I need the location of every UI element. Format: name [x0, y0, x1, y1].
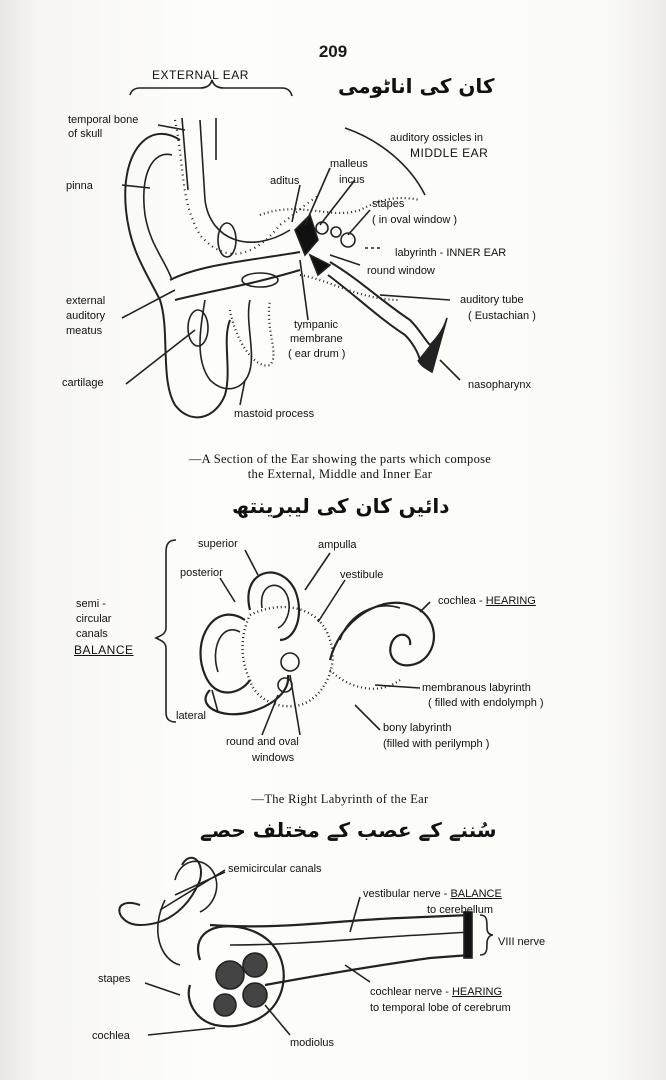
label-membranous-1: membranous labyrinth	[422, 682, 531, 694]
label-round-window: round window	[367, 265, 435, 277]
ear-anatomy-urdu-heading: کان کی اناٹومی	[338, 74, 495, 98]
label-tympanic-1: tympanic	[294, 319, 339, 331]
label-stapes-2: ( in oval window )	[372, 214, 457, 226]
figure2-caption: —The Right Labyrinth of the Ear	[251, 792, 429, 806]
label-aditus: aditus	[270, 175, 300, 187]
label-viii-nerve: VIII nerve	[498, 936, 546, 948]
label-malleus: malleus	[330, 158, 368, 170]
label-semi-3: canals	[76, 628, 108, 640]
label-auditory-tube-2: ( Eustachian )	[468, 310, 536, 322]
label-lateral: lateral	[176, 710, 206, 722]
label-vestibular-nerve	[363, 887, 502, 902]
nerve-urdu-heading: سُننے کے عصب کے مختلف حصے	[200, 818, 497, 842]
label-cochlea-nerve: cochlea	[92, 1030, 130, 1042]
label-posterior: posterior	[180, 567, 223, 579]
label-mastoid: mastoid process	[234, 408, 315, 420]
label-external-auditory-1: external	[66, 295, 106, 307]
label-temporal-bone-2: of skull	[68, 128, 103, 140]
label-external-ear: EXTERNAL EAR	[152, 68, 249, 82]
label-stapes-1: stapes	[372, 198, 405, 210]
label-vestibule: vestibule	[340, 569, 384, 581]
label-membranous-2: ( filled with endolymph )	[428, 697, 544, 709]
label-auditory-ossicles-2: MIDDLE EAR	[410, 146, 489, 160]
label-cochlear-hearing: HEARING	[451, 986, 503, 998]
label-stapes-nerve: stapes	[98, 973, 131, 985]
label-superior: superior	[198, 538, 238, 550]
label-semi-balance: BALANCE	[74, 643, 134, 657]
figure1-caption-line2: the External, Middle and Inner Ear	[247, 467, 433, 481]
label-bony-1: bony labyrinth	[383, 722, 452, 734]
label-ampulla: ampulla	[318, 539, 357, 551]
label-temporal-bone-1: temporal bone	[68, 114, 139, 126]
label-incus: incus	[339, 174, 365, 186]
label-semicircular-canals: semicircular canals	[228, 863, 322, 875]
label-auditory-ossicles-1: auditory ossicles in	[390, 132, 483, 144]
label-tympanic-3: ( ear drum )	[288, 348, 346, 360]
label-external-auditory-2: auditory	[66, 310, 106, 322]
label-cartilage: cartilage	[62, 377, 104, 389]
label-external-auditory-3: meatus	[66, 325, 103, 337]
label-pinna: pinna	[66, 180, 93, 192]
labyrinth-urdu-heading: دائیں کان کی لیبرینتھ	[232, 494, 450, 518]
label-labyrinth: labyrinth - INNER EAR	[395, 247, 507, 259]
figure1-caption-line1: —A Section of the Ear showing the parts which compose	[188, 452, 492, 466]
label-cochlear-prefix: cochlear nerve -	[370, 986, 452, 998]
label-cochlea-prefix: cochlea -	[438, 595, 486, 607]
label-cochlea-hearing-word: HEARING	[485, 595, 536, 607]
label-semi-1: semi -	[76, 598, 106, 610]
label-tympanic-2: membrane	[290, 333, 343, 345]
label-cochlear-nerve	[370, 985, 502, 1000]
label-semi-2: circular	[76, 613, 112, 625]
label-vestibular-balance: BALANCE	[450, 888, 502, 900]
page-number: 209	[318, 42, 348, 61]
label-round-oval-2: windows	[252, 752, 295, 764]
label-modiolus: modiolus	[290, 1037, 335, 1049]
label-auditory-tube-1: auditory tube	[460, 294, 524, 306]
label-nasopharynx: nasopharynx	[468, 379, 531, 391]
label-round-oval-1: round and oval	[226, 736, 299, 748]
label-bony-2: (filled with perilymph )	[383, 738, 490, 750]
label-to-temporal: to temporal lobe of cerebrum	[370, 1002, 511, 1014]
label-vestibular-prefix: vestibular nerve -	[363, 888, 451, 900]
label-to-cerebellum: to cerebellum	[427, 904, 494, 916]
